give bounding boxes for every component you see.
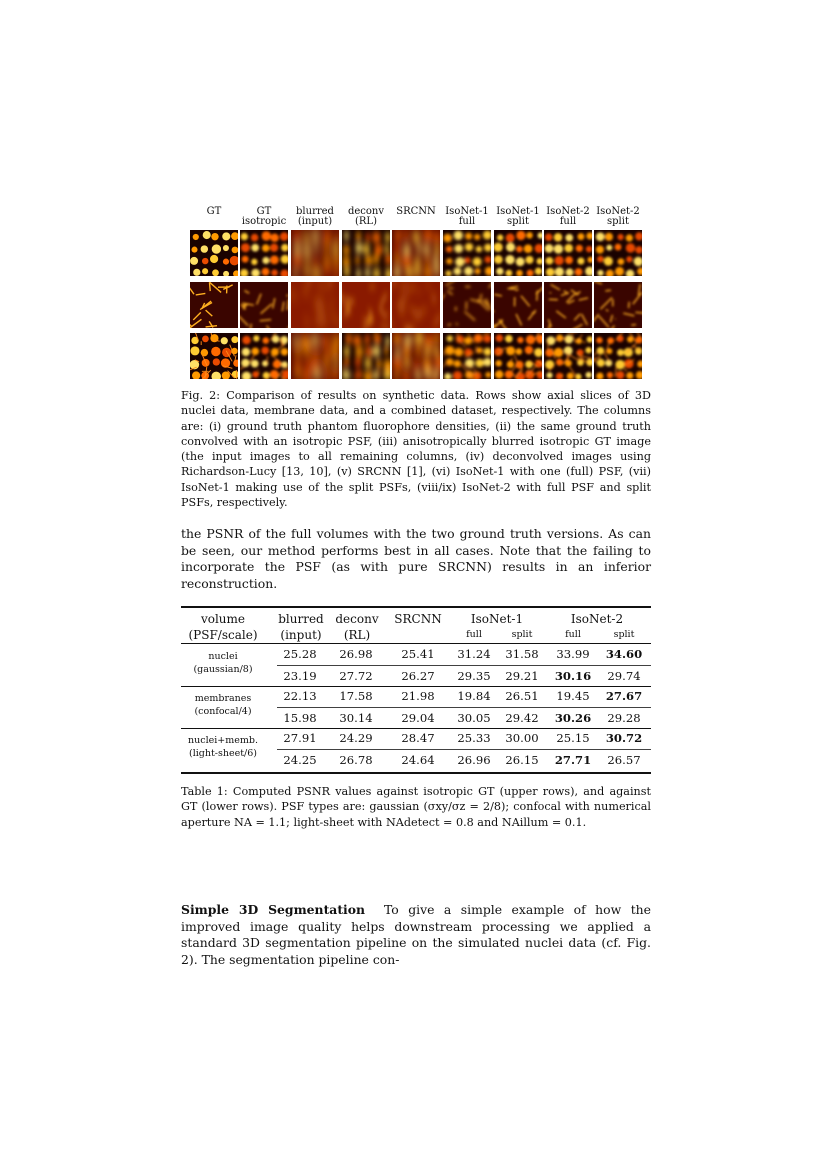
table-cell: 24.29 [339,731,373,745]
thumbnail-combined-col3 [291,333,339,379]
table-cell: 29.42 [505,711,539,725]
figure-caption-label: Fig. 2: [181,389,221,402]
table-cell: 25.28 [283,647,317,661]
thumbnail-image [291,333,339,379]
table-cell: 29.21 [505,669,539,683]
thumbnail-image [544,230,592,276]
col-header-isonet2-full: IsoNet-2 full [546,206,590,227]
thumbnail-image [544,282,592,328]
thumbnail-image [342,333,390,379]
thumbnail-image [392,230,440,276]
table-cell: 28.47 [401,731,435,745]
thumbnail-nuclei-col9 [594,230,642,276]
thumbnail-image [392,333,440,379]
figure-caption [181,388,651,510]
body-paragraph: the PSNR of the full volumes with the two ground truth versions. As can be seen, our method performs best in all cases. Note that the failing to incorporate the PSF (as with pure SRCNN) results in an inferior reconstruction. [181,526,651,591]
thumbnail-image [240,282,288,328]
table-cell: 23.19 [283,669,317,683]
section-text: To give a simple example of how the improved image quality helps downstream processing we applied a standard 3D segmentation pipeline on the simulated nuclei data (cf. Fig. 2). The segmentation pipeline con- [181,902,651,967]
thumbnail-image [443,230,491,276]
thumbnail-membranes-col8 [544,282,592,328]
table-group-rule [181,728,651,729]
thumbnail-image [443,282,491,328]
thumbnail-image [291,282,339,328]
table-inner-rule [277,665,651,666]
table-cell: 31.24 [457,647,491,661]
th-deconv: deconv (RL) [335,612,379,642]
table-cell: 26.78 [339,753,373,767]
table-cell: 15.98 [283,711,317,725]
table-cell: 19.84 [457,689,491,703]
thumbnail-image [190,230,238,276]
thumbnail-combined-col9 [594,333,642,379]
table-cell: 19.45 [556,689,590,703]
table-cell: 27.91 [283,731,317,745]
thumbnail-nuclei-col7 [494,230,542,276]
section-title: Simple 3D Segmentation [181,902,366,917]
thumbnail-nuclei-col3 [291,230,339,276]
group-name: membranes [194,693,252,704]
thumbnail-combined-col8 [544,333,592,379]
group-name: nuclei+memb. [188,735,258,746]
thumbnail-nuclei-col1 [190,230,238,276]
th-isonet2-split: split [613,629,635,640]
thumbnail-combined-col1 [190,333,238,379]
thumbnail-membranes-col4 [342,282,390,328]
thumbnail-membranes-col3 [291,282,339,328]
table-cell: 31.58 [505,647,539,661]
table-cell: 26.15 [505,753,539,767]
thumbnail-image [443,333,491,379]
col-header-isonet2-split: IsoNet-2 split [596,206,640,227]
table-cell: 21.98 [401,689,435,703]
table-cell: 24.64 [401,753,435,767]
thumbnail-combined-col2 [240,333,288,379]
table-cell: 25.33 [457,731,491,745]
thumbnail-nuclei-col5 [392,230,440,276]
table-cell: 29.74 [607,669,641,683]
thumbnail-membranes-col6 [443,282,491,328]
thumbnail-membranes-col9 [594,282,642,328]
thumbnail-combined-col7 [494,333,542,379]
th-isonet1-full: full [466,629,482,640]
col-header-srcnn: SRCNN [396,206,436,217]
table-group-rule [181,686,651,687]
table-cell: 33.99 [556,647,590,661]
section-paragraph [181,902,651,968]
thumbnail-image [342,282,390,328]
group-psf: (gaussian/8) [193,664,253,675]
th-isonet1: IsoNet-1 [470,612,524,626]
thumbnail-image [190,282,238,328]
thumbnail-membranes-col7 [494,282,542,328]
table-cell: 30.14 [339,711,373,725]
thumbnail-nuclei-col6 [443,230,491,276]
table-cell: 25.41 [401,647,435,661]
thumbnail-image [594,282,642,328]
table-header-rule [181,643,651,644]
thumbnail-image [594,333,642,379]
thumbnail-membranes-col2 [240,282,288,328]
th-isonet1-split: split [511,629,533,640]
th-isonet2-full: full [565,629,581,640]
table-cell: 26.98 [339,647,373,661]
col-header-blurred: blurred (input) [296,206,334,227]
table-cell: 27.72 [339,669,373,683]
table-cell: 24.25 [283,753,317,767]
table-inner-rule [277,707,651,708]
table-caption [181,784,651,830]
table-cell: 26.51 [505,689,539,703]
table-cell: 29.35 [457,669,491,683]
col-header-isonet1-full: IsoNet-1 full [445,206,489,227]
thumbnail-combined-col6 [443,333,491,379]
table-group-label [181,650,265,676]
thumbnail-image [494,230,542,276]
thumbnail-nuclei-col2 [240,230,288,276]
thumbnail-image [494,333,542,379]
table-cell: 17.58 [339,689,373,703]
table-cell: 30.26 [554,711,592,725]
thumbnail-membranes-col1 [190,282,238,328]
table-top-rule [181,606,651,608]
col-header-deconv: deconv (RL) [347,206,385,227]
figure-caption-text: Comparison of results on synthetic data. Rows show axial slices of 3D nuclei data, membrane data, and a combined dataset, respectively. The columns are: (i) ground truth phantom fluorophore densities, (ii) the same ground truth convolved with an isotropic PSF, (iii) anisotropically blurred isotropic GT image (the input images to all remaining columns, (iv) deconvolved images using Richardson-Lucy [13, 10], (v) SRCNN [1], (vi) IsoNet-1 with one (full) PSF, (vii) IsoNet-1 making use of the split PSFs, (viii/ix) IsoNet-2 with full PSF and split PSFs, respectively. [181,389,651,510]
thumbnail-image [190,333,238,379]
table-cell: 22.13 [283,689,317,703]
th-blurred: blurred (input) [278,612,324,642]
thumbnail-nuclei-col8 [544,230,592,276]
table-cell: 27.67 [605,689,643,703]
th-isonet2: IsoNet-2 [570,612,624,626]
table-cell: 34.60 [605,647,643,661]
table-cell: 26.96 [457,753,491,767]
table-cell: 25.15 [556,731,590,745]
table-group-label [181,692,265,718]
thumbnail-image [594,230,642,276]
table-cell: 29.28 [607,711,641,725]
table-cell: 30.16 [554,669,592,683]
table-caption-text: Table 1: Computed PSNR values against isotropic GT (upper rows), and against GT (lower rows). PSF types are: gaussian (σxy/σz = 2/8); confocal with numerical aperture NA = 1.1; light-sheet with NAdetect = 0.8 and NAillum = 0.1. [181,785,651,829]
table-cell: 30.00 [505,731,539,745]
thumbnail-image [544,333,592,379]
table-cell: 26.27 [401,669,435,683]
table-bottom-rule [181,772,651,774]
col-header-isonet1-split: IsoNet-1 split [496,206,540,227]
thumbnail-image [240,333,288,379]
th-volume: volume (PSF/scale) [188,612,258,642]
table-inner-rule [277,749,651,750]
table-cell: 30.72 [605,731,643,745]
group-psf: (light-sheet/6) [188,748,258,759]
thumbnail-combined-col4 [342,333,390,379]
thumbnail-combined-col5 [392,333,440,379]
thumbnail-membranes-col5 [392,282,440,328]
thumbnail-image [342,230,390,276]
thumbnail-image [494,282,542,328]
thumbnail-image [291,230,339,276]
col-header-gt: GT [206,206,222,217]
th-srcnn: SRCNN [394,612,442,626]
table-cell: 29.04 [401,711,435,725]
table-cell: 30.05 [457,711,491,725]
table-group-label [181,734,265,760]
thumbnail-nuclei-col4 [342,230,390,276]
group-name: nuclei [208,651,238,662]
col-header-gt-isotropic: GT isotropic [241,206,287,227]
thumbnail-image [392,282,440,328]
table-cell: 26.57 [607,753,641,767]
group-psf: (confocal/4) [194,706,252,717]
thumbnail-image [240,230,288,276]
table-cell: 27.71 [554,753,592,767]
